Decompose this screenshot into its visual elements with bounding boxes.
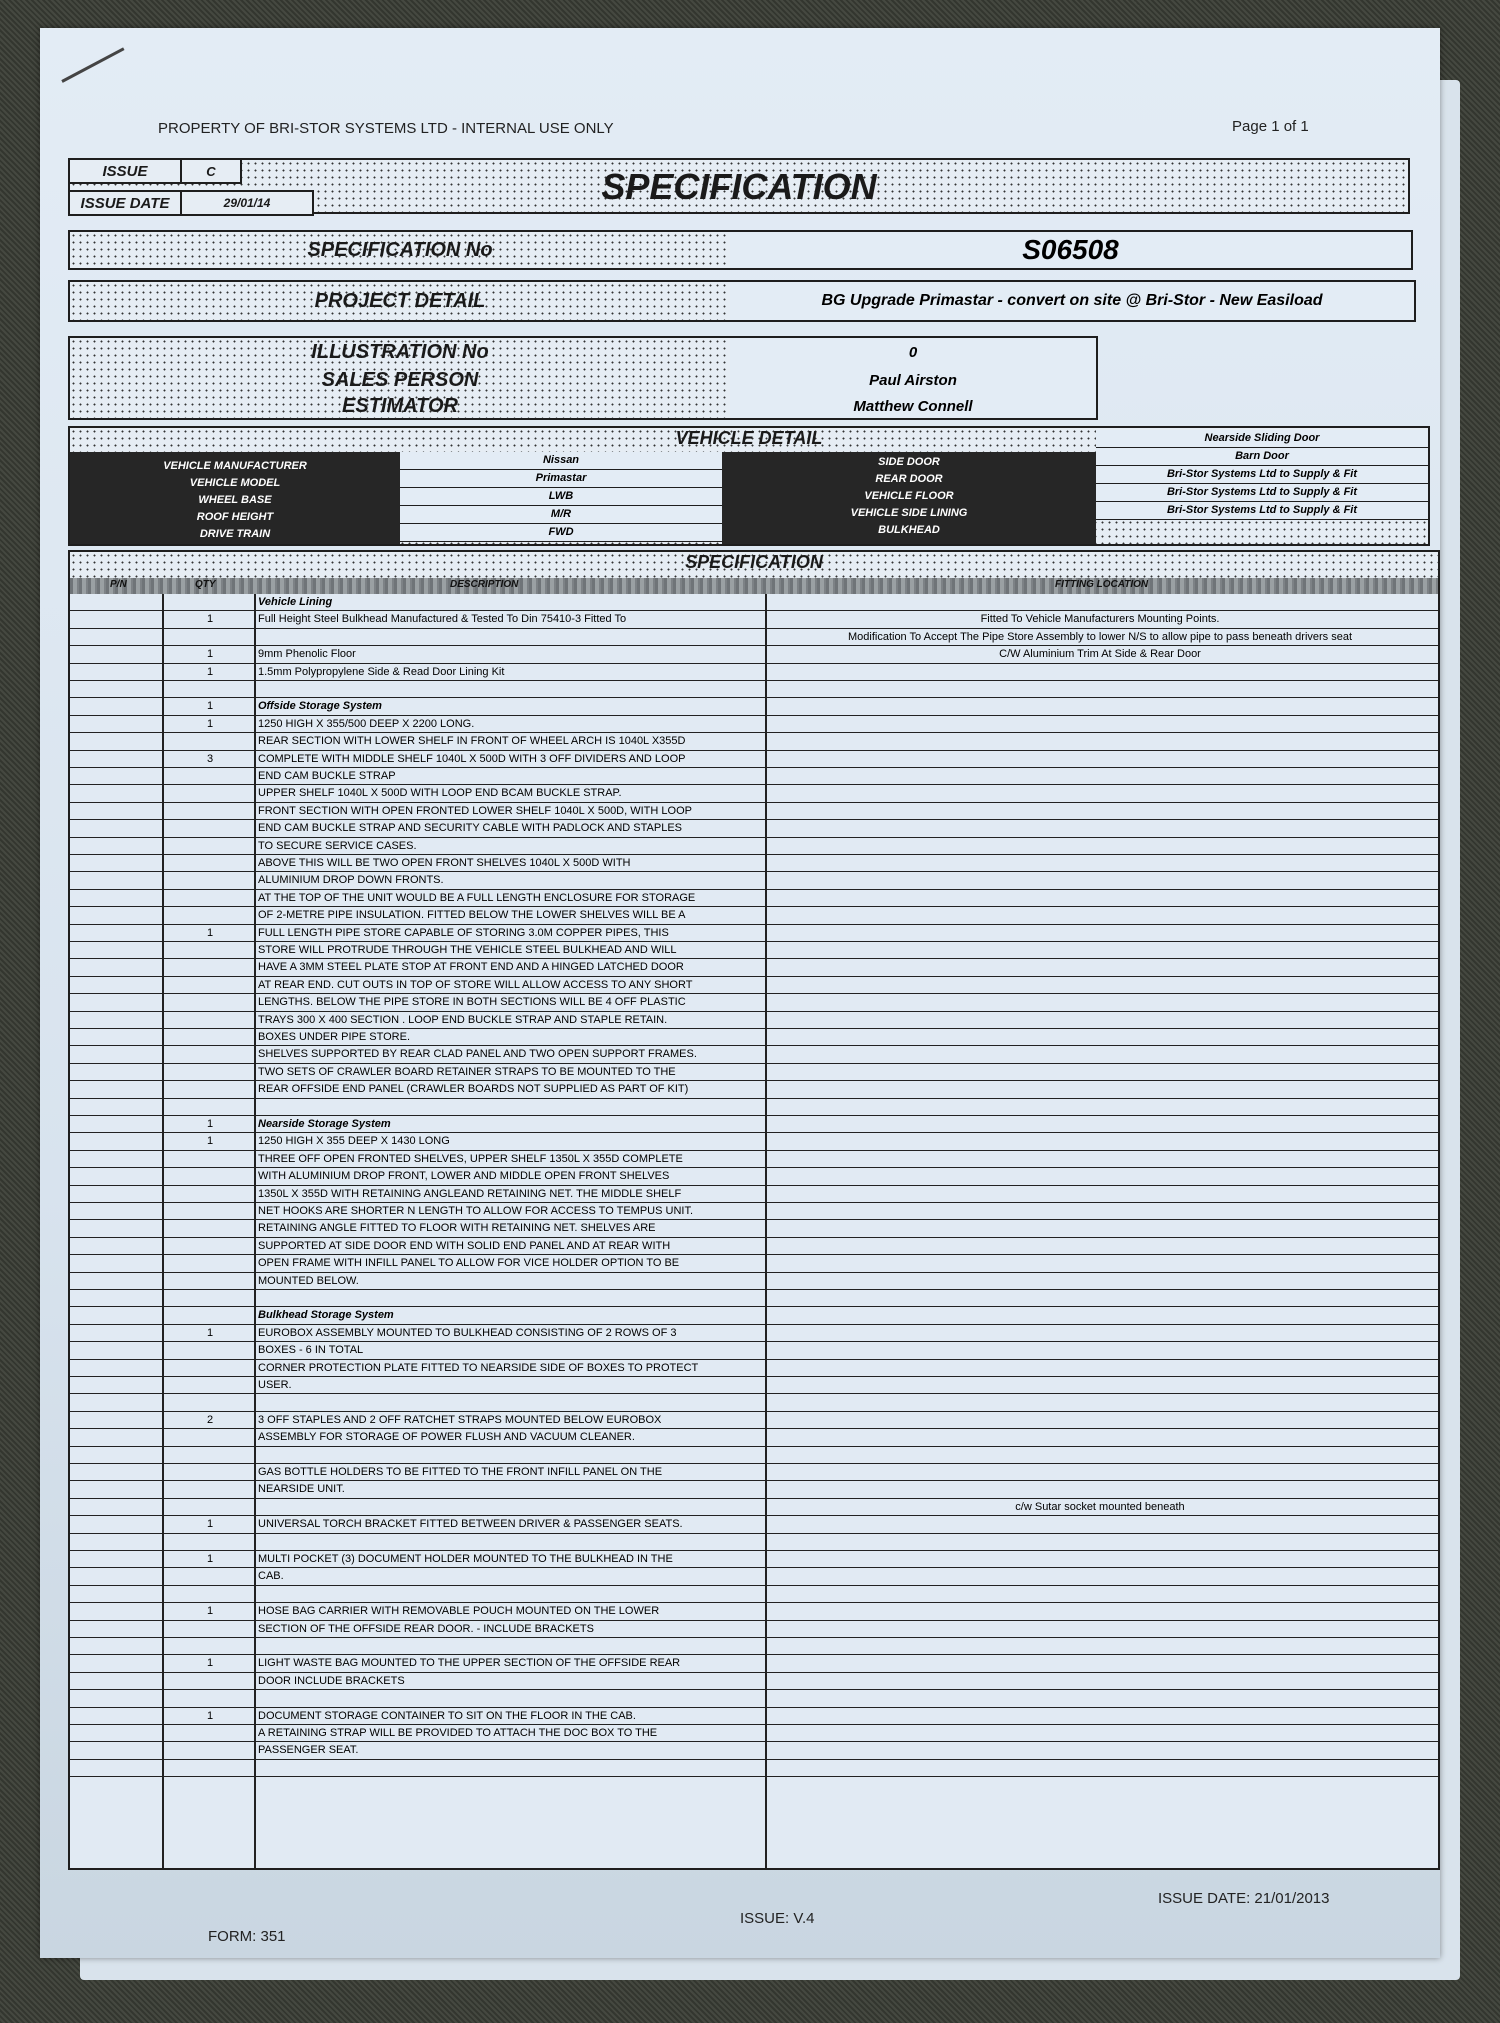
fitting-location-cell: c/w Sutar socket mounted beneath (1015, 1500, 1185, 1513)
description-cell: NET HOOKS ARE SHORTER N LENGTH TO ALLOW FOR ACCESS TO TEMPUS UNIT. (258, 1205, 694, 1217)
description-cell: OPEN FRAME WITH INFILL PANEL TO ALLOW FOR VICE HOLDER OPTION TO BE (258, 1257, 680, 1270)
description-cell: AT THE TOP OF THE UNIT WOULD BE A FULL LENGTH ENCLOSURE FOR STORAGE (258, 891, 696, 904)
table-row (70, 1429, 1438, 1446)
table-row (70, 1238, 1438, 1255)
table-row (70, 1586, 1438, 1603)
description-cell: OF 2-METRE PIPE INSULATION. FITTED BELOW THE LOWER SHELVES WILL BE A (258, 909, 686, 922)
description-cell: WITH ALUMINIUM DROP FRONT, LOWER AND MIDDLE OPEN FRONT SHELVES (258, 1170, 670, 1183)
specification-sheet (40, 28, 1440, 1958)
table-row (70, 1499, 1438, 1516)
project-detail-label: PROJECT DETAIL (70, 282, 732, 320)
table-row (70, 1116, 1438, 1133)
table-row (70, 1621, 1438, 1638)
description-cell: END CAM BUCKLE STRAP (258, 770, 396, 782)
table-row (70, 716, 1438, 733)
table-row (70, 1742, 1438, 1759)
table-row (70, 1481, 1438, 1498)
bulkhead-value: Bri-Stor Systems Ltd to Supply & Fit (1096, 502, 1428, 520)
qty-cell: 1 (206, 1118, 214, 1130)
table-row (70, 1046, 1438, 1063)
sales-person-label: SALES PERSON (70, 366, 732, 394)
vehicle-left-labels (70, 452, 400, 544)
description-cell: UPPER SHELF 1040L X 500D WITH LOOP END BCAM BUCKLE STRAP. (258, 787, 622, 800)
qty-cell: 1 (206, 1326, 214, 1339)
table-row (70, 838, 1438, 855)
description-cell: ASSEMBLY FOR STORAGE OF POWER FLUSH AND VACUUM CLEANER. (258, 1431, 635, 1444)
table-row (70, 1186, 1438, 1203)
table-row (70, 803, 1438, 820)
table-row (70, 1064, 1438, 1081)
vehicle-manufacturer-label: VEHICLE MANUFACTURER (163, 460, 307, 472)
table-row (70, 1603, 1438, 1620)
table-row (70, 594, 1438, 611)
description-cell: TRAYS 300 X 400 SECTION . LOOP END BUCKLE STRAP AND STAPLE RETAIN. (258, 1013, 668, 1026)
project-detail-value: BG Upgrade Primastar - convert on site @ Bri-Stor - New Easiload (730, 282, 1414, 320)
estimator-value: Matthew Connell (730, 394, 1096, 418)
form-number: FORM: 351 (208, 1928, 286, 1945)
description-cell: COMPLETE WITH MIDDLE SHELF 1040L X 500D WITH 3 OFF DIVIDERS AND LOOP (258, 752, 686, 765)
property-notice: PROPERTY OF BRI-STOR SYSTEMS LTD - INTERNAL USE ONLY (158, 120, 614, 137)
table-row (70, 1638, 1438, 1655)
table-row (70, 1220, 1438, 1237)
wheel-base-label: WHEEL BASE (198, 494, 272, 506)
description-cell: UNIVERSAL TORCH BRACKET FITTED BETWEEN DRIVER & PASSENGER SEATS. (258, 1518, 683, 1531)
table-row (70, 1568, 1438, 1585)
qty-cell: 1 (206, 1709, 214, 1722)
table-row (70, 820, 1438, 837)
rear-door-value: Barn Door (1096, 448, 1428, 466)
column-description: DESCRIPTION (450, 579, 519, 590)
roof-height-label: ROOF HEIGHT (196, 511, 274, 523)
qty-cell: 3 (206, 752, 214, 765)
table-row (70, 785, 1438, 802)
description-cell: 1350L X 355D WITH RETAINING ANGLEAND RETAINING NET. THE MIDDLE SHELF (258, 1187, 682, 1200)
description-cell: THREE OFF OPEN FRONTED SHELVES, UPPER SHELF 1350L X 355D COMPLETE (258, 1152, 683, 1165)
vehicle-right-labels (722, 452, 1096, 544)
description-cell: USER. (258, 1379, 292, 1391)
description-cell: PASSENGER SEAT. (258, 1744, 359, 1757)
column-qty: QTY (195, 579, 216, 590)
qty-cell: 1 (206, 1553, 214, 1565)
table-header (70, 578, 1438, 594)
table-row (70, 1377, 1438, 1394)
table-row (70, 1325, 1438, 1342)
roof-height-value: M/R (400, 506, 722, 524)
table-row (70, 1690, 1438, 1707)
description-cell: 3 OFF STAPLES AND 2 OFF RATCHET STRAPS MOUNTED BELOW EUROBOX (258, 1413, 662, 1426)
vehicle-model-label: VEHICLE MODEL (189, 477, 281, 489)
description-cell: TO SECURE SERVICE CASES. (258, 839, 417, 852)
description-cell: SECTION OF THE OFFSIDE REAR DOOR. - INCLUDE BRACKETS (258, 1622, 594, 1635)
description-cell: 1250 HIGH X 355 DEEP X 1430 LONG (258, 1135, 450, 1148)
table-row (70, 1255, 1438, 1272)
project-detail-row (68, 280, 1416, 322)
vehicle-floor-label: VEHICLE FLOOR (864, 490, 954, 502)
description-cell: REAR OFFSIDE END PANEL (CRAWLER BOARDS NOT SUPPLIED AS PART OF KIT) (258, 1083, 689, 1096)
description-cell: Full Height Steel Bulkhead Manufactured & Tested To Din 75410-3 Fitted To (258, 613, 627, 626)
drive-train-value: FWD (400, 524, 722, 542)
description-cell: HAVE A 3MM STEEL PLATE STOP AT FRONT END AND A HINGED LATCHED DOOR (258, 961, 684, 974)
table-row (70, 1447, 1438, 1464)
table-row (70, 698, 1438, 715)
drive-train-label: DRIVE TRAIN (199, 528, 271, 540)
qty-cell: 2 (206, 1413, 214, 1426)
illustration-row (70, 338, 1096, 368)
table-row (70, 1673, 1438, 1690)
description-cell: AT REAR END. CUT OUTS IN TOP OF STORE WILL ALLOW ACCESS TO ANY SHORT (258, 978, 693, 991)
table-row (70, 890, 1438, 907)
section-heading: Vehicle Lining (258, 596, 333, 608)
vehicle-side-lining-value: Bri-Stor Systems Ltd to Supply & Fit (1096, 484, 1428, 502)
issue-label: ISSUE (68, 158, 182, 184)
sales-person-row (70, 366, 1096, 396)
table-row (70, 1012, 1438, 1029)
table-row (70, 1412, 1438, 1429)
table-row (70, 855, 1438, 872)
spec-number-value: S06508 (730, 232, 1411, 268)
table-row (70, 1151, 1438, 1168)
qty-cell: 1 (206, 1518, 214, 1531)
table-row (70, 942, 1438, 959)
specification-section-title: SPECIFICATION (685, 552, 823, 572)
description-cell: HOSE BAG CARRIER WITH REMOVABLE POUCH MOUNTED ON THE LOWER (258, 1605, 660, 1618)
description-cell: DOCUMENT STORAGE CONTAINER TO SIT ON THE FLOOR IN THE CAB. (258, 1709, 636, 1722)
description-cell: END CAM BUCKLE STRAP AND SECURITY CABLE WITH PADLOCK AND STAPLES (258, 822, 683, 835)
qty-cell: 1 (206, 700, 214, 713)
fitting-location-cell: C/W Aluminium Trim At Side & Rear Door (999, 648, 1201, 661)
vehicle-floor-value: Bri-Stor Systems Ltd to Supply & Fit (1096, 466, 1428, 484)
description-cell: SHELVES SUPPORTED BY REAR CLAD PANEL AND TWO OPEN SUPPORT FRAMES. (258, 1048, 697, 1061)
table-row (70, 977, 1438, 994)
table-row (70, 629, 1438, 646)
column-fitting-location: FITTING LOCATION (1055, 579, 1149, 590)
table-row (70, 1725, 1438, 1742)
section-heading: Offside Storage System (258, 700, 382, 713)
illustration-value: 0 (730, 338, 1096, 366)
table-row (70, 994, 1438, 1011)
illustration-label: ILLUSTRATION No (70, 338, 732, 366)
issue-date-value: 29/01/14 (180, 190, 314, 216)
table-row (70, 1029, 1438, 1046)
qty-cell: 1 (206, 1657, 214, 1670)
table-row (70, 681, 1438, 698)
bulkhead-label: BULKHEAD (878, 524, 940, 536)
description-cell: MOUNTED BELOW. (258, 1274, 359, 1287)
qty-cell: 1 (206, 1605, 214, 1618)
table-row (70, 1655, 1438, 1672)
table-row (70, 1203, 1438, 1220)
table-row (70, 959, 1438, 976)
issue-date-label: ISSUE DATE (68, 190, 182, 216)
table-row (70, 1394, 1438, 1411)
description-cell: DOOR INCLUDE BRACKETS (258, 1674, 405, 1687)
description-cell: FULL LENGTH PIPE STORE CAPABLE OF STORING 3.0M COPPER PIPES, THIS (258, 926, 669, 939)
table-row (70, 1464, 1438, 1481)
table-row (70, 1290, 1438, 1307)
table-row (70, 751, 1438, 768)
table-row (70, 1307, 1438, 1324)
estimator-row (70, 394, 1096, 418)
spec-number-label: SPECIFICATION No (70, 232, 732, 268)
table-row (70, 1516, 1438, 1533)
description-cell: REAR SECTION WITH LOWER SHELF IN FRONT OF WHEEL ARCH IS 1040L X355D (258, 735, 686, 748)
section-heading: Nearside Storage System (258, 1118, 391, 1130)
column-pn: P/N (110, 579, 127, 590)
vehicle-side-lining-label: VEHICLE SIDE LINING (850, 507, 968, 519)
table-row (70, 1760, 1438, 1777)
vehicle-left-values (400, 452, 722, 544)
description-cell: TWO SETS OF CRAWLER BOARD RETAINER STRAPS TO BE MOUNTED TO THE (258, 1065, 676, 1078)
description-cell: GAS BOTTLE HOLDERS TO BE FITTED TO THE FRONT INFILL PANEL ON THE (258, 1466, 663, 1478)
vehicle-manufacturer-value: Nissan (400, 452, 722, 470)
description-cell: EUROBOX ASSEMBLY MOUNTED TO BULKHEAD CONSISTING OF 2 ROWS OF 3 (258, 1326, 677, 1339)
table-row (70, 1534, 1438, 1551)
section-heading: Bulkhead Storage System (258, 1309, 394, 1322)
footer-issue: ISSUE: V.4 (740, 1910, 815, 1927)
vehicle-detail-title: VEHICLE DETAIL (675, 428, 823, 448)
description-cell: 1.5mm Polypropylene Side & Read Door Lining Kit (258, 665, 505, 678)
qty-cell: 1 (206, 648, 214, 661)
table-row (70, 1708, 1438, 1725)
rear-door-label: REAR DOOR (875, 473, 943, 485)
side-door-label: SIDE DOOR (878, 456, 940, 468)
description-cell: BOXES - 6 IN TOTAL (258, 1344, 364, 1357)
description-cell: CAB. (258, 1570, 284, 1583)
vehicle-detail-block (68, 426, 1430, 546)
description-cell: 1250 HIGH X 355/500 DEEP X 2200 LONG. (258, 717, 475, 730)
table-row (70, 768, 1438, 785)
description-cell: MULTI POCKET (3) DOCUMENT HOLDER MOUNTED TO THE BULKHEAD IN THE (258, 1553, 673, 1565)
table-row (70, 1551, 1438, 1568)
personnel-block (68, 336, 1098, 420)
table-row (70, 1273, 1438, 1290)
table-row (70, 1342, 1438, 1359)
description-cell: LENGTHS. BELOW THE PIPE STORE IN BOTH SECTIONS WILL BE 4 OFF PLASTIC (258, 996, 686, 1009)
document-title: SPECIFICATION (601, 166, 877, 207)
table-body (70, 594, 1438, 1868)
spec-number-row (68, 230, 1413, 270)
table-row (70, 907, 1438, 924)
description-cell: STORE WILL PROTRUDE THROUGH THE VEHICLE STEEL BULKHEAD AND WILL (258, 944, 677, 956)
fitting-location-cell: Fitted To Vehicle Manufacturers Mounting Points. (980, 613, 1220, 626)
table-row (70, 1099, 1438, 1116)
sales-person-value: Paul Airston (730, 366, 1096, 394)
description-cell: 9mm Phenolic Floor (258, 648, 356, 661)
qty-cell: 1 (206, 1135, 214, 1148)
vehicle-right-values (1096, 430, 1428, 544)
description-cell: SUPPORTED AT SIDE DOOR END WITH SOLID END PANEL AND AT REAR WITH (258, 1239, 671, 1252)
pen-mark (61, 47, 124, 83)
table-row (70, 1360, 1438, 1377)
description-cell: LIGHT WASTE BAG MOUNTED TO THE UPPER SECTION OF THE OFFSIDE REAR (258, 1657, 681, 1670)
description-cell: A RETAINING STRAP WILL BE PROVIDED TO ATTACH THE DOC BOX TO THE (258, 1727, 658, 1739)
table-row (70, 733, 1438, 750)
table-row (70, 925, 1438, 942)
estimator-label: ESTIMATOR (70, 394, 732, 418)
page-number: Page 1 of 1 (1232, 118, 1309, 135)
issue-value: C (180, 158, 242, 184)
description-cell: ALUMINIUM DROP DOWN FRONTS. (258, 874, 444, 887)
fitting-location-cell: Modification To Accept The Pipe Store Assembly to lower N/S to allow pipe to pass beneath drivers seat (847, 630, 1353, 643)
side-door-value: Nearside Sliding Door (1096, 430, 1428, 448)
description-cell: CORNER PROTECTION PLATE FITTED TO NEARSIDE SIDE OF BOXES TO PROTECT (258, 1361, 699, 1374)
description-cell: ABOVE THIS WILL BE TWO OPEN FRONT SHELVES 1040L X 500D WITH (258, 857, 631, 869)
table-row (70, 664, 1438, 681)
qty-cell: 1 (206, 926, 214, 939)
qty-cell: 1 (206, 717, 214, 730)
table-row (70, 1081, 1438, 1098)
description-cell: FRONT SECTION WITH OPEN FRONTED LOWER SHELF 1040L X 500D, WITH LOOP (258, 804, 692, 817)
table-row (70, 1133, 1438, 1150)
specification-table (68, 550, 1440, 1870)
vehicle-model-value: Primastar (400, 470, 722, 488)
qty-cell: 1 (206, 665, 214, 678)
table-row (70, 872, 1438, 889)
description-cell: RETAINING ANGLE FITTED TO FLOOR WITH RETAINING NET. SHELVES ARE (258, 1222, 656, 1235)
table-row (70, 1168, 1438, 1185)
description-cell: NEARSIDE UNIT. (258, 1483, 345, 1496)
description-cell: BOXES UNDER PIPE STORE. (258, 1031, 411, 1043)
qty-cell: 1 (206, 613, 214, 626)
wheel-base-value: LWB (400, 488, 722, 506)
table-row (70, 646, 1438, 663)
table-row (70, 611, 1438, 628)
footer-issue-date: ISSUE DATE: 21/01/2013 (1158, 1890, 1330, 1907)
